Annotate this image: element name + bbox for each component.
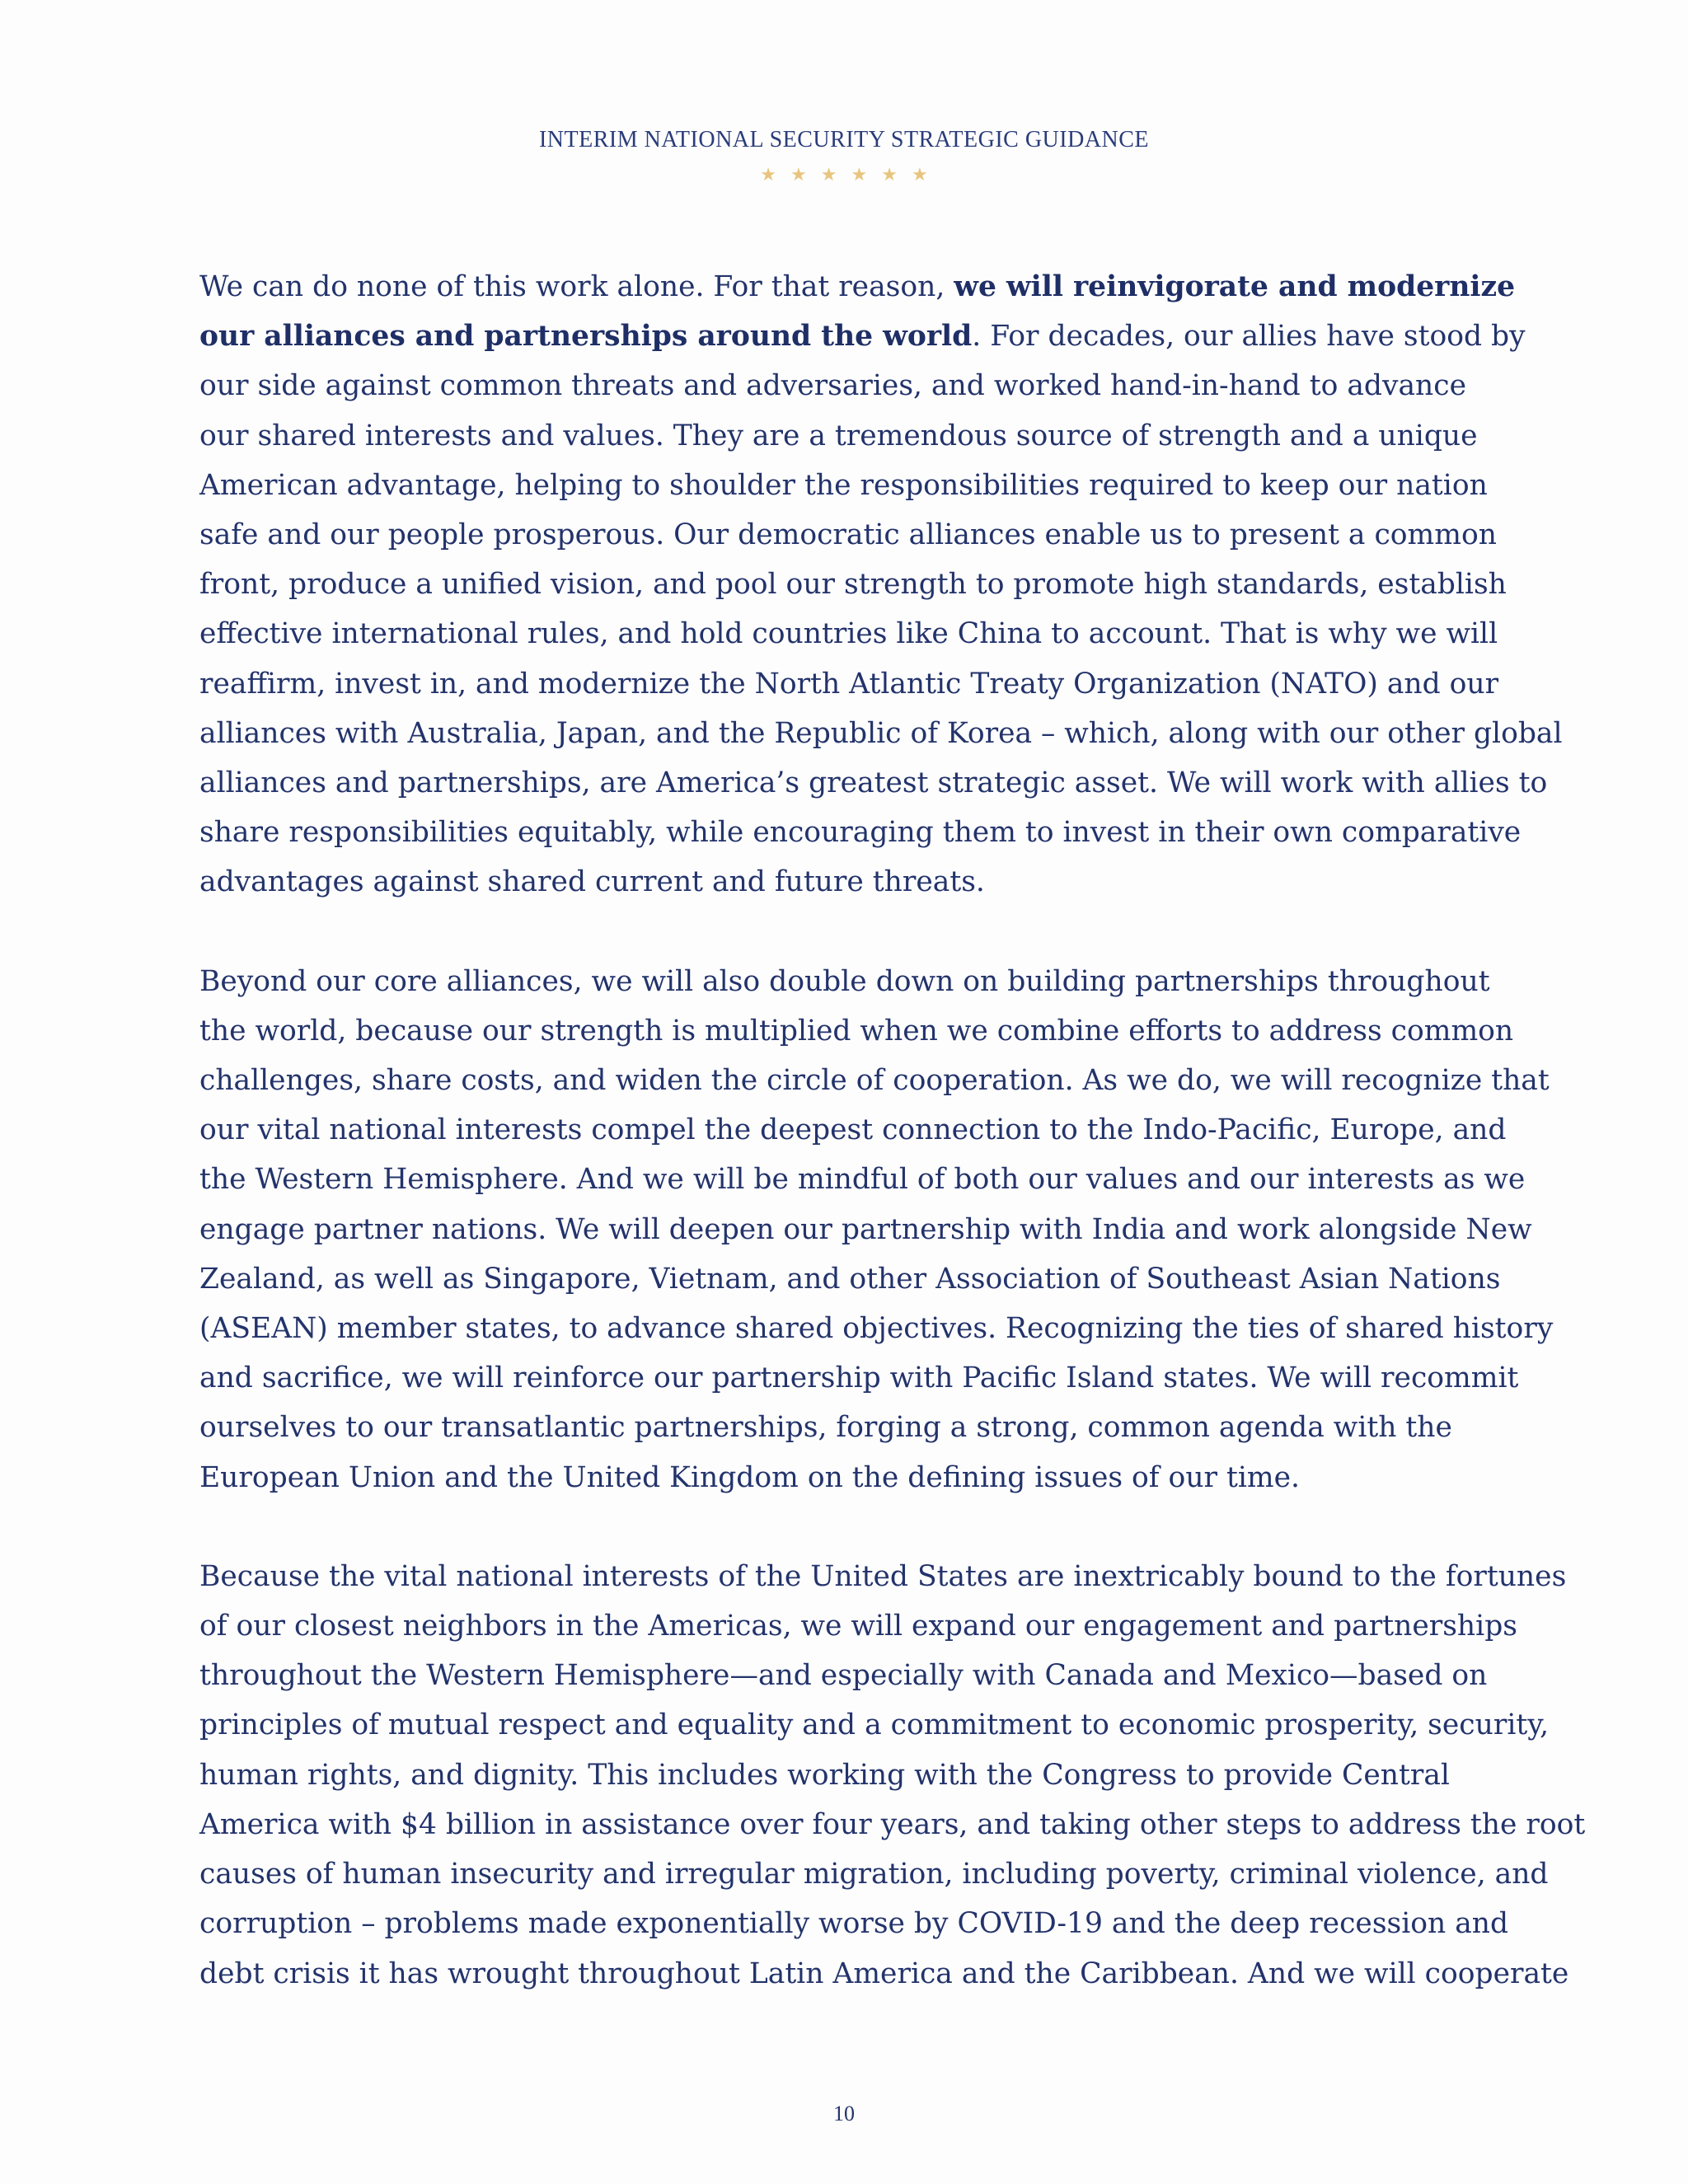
text-line <box>199 1849 1549 1899</box>
text-line <box>199 1205 1532 1254</box>
text-run: share responsibilities equitably, while encouraging them to invest in their own comparative <box>199 816 1522 850</box>
text-line <box>199 1552 1567 1601</box>
text-line <box>199 1006 1518 1056</box>
text-line <box>199 461 1518 510</box>
text-run: alliances and partnerships, are America’s greatest strategic asset. We will work with allies to <box>199 766 1548 800</box>
text-line <box>199 1899 1518 1948</box>
text-line <box>199 957 1518 1006</box>
text-run: America with $4 billion in assistance over four years, and taking other steps to address the root <box>199 1807 1586 1841</box>
text-run: We can do none of this work alone. For that reason, <box>199 270 954 303</box>
text-line <box>199 1254 1518 1304</box>
text-line <box>199 659 1518 709</box>
text-line <box>199 510 1518 560</box>
text-line <box>199 1056 1550 1105</box>
text-line <box>199 560 1518 609</box>
text-run: front, produce a unified vision, and pool our strength to promote high standards, establish <box>199 568 1507 602</box>
text-run: our side against common threats and adversaries, and worked hand-in-hand to advance <box>199 369 1466 403</box>
text-line <box>199 312 1526 361</box>
text-line <box>199 411 1518 461</box>
text-run: (ASEAN) member states, to advance shared objectives. Recognizing the ties of shared history <box>199 1312 1554 1346</box>
page-header <box>0 124 1688 188</box>
text-line <box>199 808 1522 857</box>
text-run: reaffirm, invest in, and modernize the North Atlantic Treaty Organization (NATO) and our <box>199 667 1499 701</box>
text-run: throughout the Western Hemisphere—and especially with Canada and Mexico—based on <box>199 1659 1488 1693</box>
text-run: American advantage, helping to shoulder the responsibilities required to keep our nation <box>199 468 1488 502</box>
page-number: 10 <box>833 2102 855 2125</box>
text-run: Because the vital national interests of the United States are inextricably bound to the fortunes <box>199 1559 1567 1593</box>
text-line <box>199 758 1548 808</box>
text-run: of our closest neighbors in the Americas, we will expand our engagement and partnerships <box>199 1610 1517 1643</box>
text-line <box>199 262 1518 312</box>
body-paragraph <box>199 262 1563 907</box>
text-line <box>199 857 1518 907</box>
text-line <box>199 361 1518 410</box>
text-line <box>199 1949 1569 1999</box>
document-title: INTERIM NATIONAL SECURITY STRATEGIC GUIDANCE <box>538 127 1150 152</box>
emphasized-text: our alliances and partnerships around the world <box>199 320 973 354</box>
text-line <box>199 1155 1526 1204</box>
text-run: advantages against shared current and future threats. <box>199 865 985 899</box>
text-run: European Union and the United Kingdom on the defining issues of our time. <box>199 1460 1300 1494</box>
text-run: safe and our people prosperous. Our democratic alliances enable us to present a common <box>199 518 1497 552</box>
body-paragraph <box>199 957 1554 1502</box>
star-icon: ★ <box>911 165 928 185</box>
text-run: ourselves to our transatlantic partnerships, forging a strong, common agenda with the <box>199 1411 1452 1445</box>
text-line <box>199 1700 1550 1750</box>
star-icon: ★ <box>820 165 837 185</box>
text-run: corruption – problems made exponentially worse by COVID-19 and the deep recession and <box>199 1907 1509 1941</box>
text-run: and sacrifice, we will reinforce our partnership with Pacific Island states. We will recommit <box>199 1361 1519 1395</box>
text-run: Beyond our core alliances, we will also double down on building partnerships throughout <box>199 964 1490 998</box>
text-run: challenges, share costs, and widen the circle of cooperation. As we do, we will recognize that <box>199 1064 1550 1098</box>
text-run: the world, because our strength is multiplied when we combine efforts to address common <box>199 1014 1514 1047</box>
text-line <box>199 1453 1518 1502</box>
text-line <box>199 1651 1518 1700</box>
text-line <box>199 709 1563 758</box>
text-line <box>199 1304 1554 1353</box>
body-paragraph <box>199 1552 1586 1999</box>
text-run: our vital national interests compel the deepest connection to the Indo-Pacific, Europe, and <box>199 1113 1507 1147</box>
star-icon: ★ <box>790 165 807 185</box>
text-run: engage partner nations. We will deepen our partnership with India and work alongside New <box>199 1212 1532 1246</box>
star-icon: ★ <box>760 165 777 185</box>
text-line <box>199 1800 1586 1849</box>
star-icon: ★ <box>851 165 868 185</box>
text-run: . For decades, our allies have stood by <box>972 320 1526 354</box>
text-run: our shared interests and values. They are a tremendous source of strength and a unique <box>199 419 1478 452</box>
text-line <box>199 1601 1518 1651</box>
text-run: principles of mutual respect and equality and a commitment to economic prosperity, security, <box>199 1708 1550 1742</box>
text-line <box>199 1750 1518 1800</box>
text-run: effective international rules, and hold countries like China to account. That is why we will <box>199 617 1498 651</box>
text-run: alliances with Australia, Japan, and the Republic of Korea – which, along with our other global <box>199 716 1563 750</box>
text-run: causes of human insecurity and irregular migration, including poverty, criminal violence, and <box>199 1858 1549 1891</box>
text-line <box>199 1403 1518 1452</box>
text-line <box>199 609 1518 658</box>
text-run: human rights, and dignity. This includes working with the Congress to provide Central <box>199 1758 1450 1792</box>
text-run: Zealand, as well as Singapore, Vietnam, and other Association of Southeast Asian Nations <box>199 1262 1501 1296</box>
body-text <box>199 262 1586 2048</box>
star-icon: ★ <box>881 165 898 185</box>
emphasized-text: we will reinvigorate and modernize <box>954 270 1516 303</box>
text-line <box>199 1105 1518 1155</box>
text-run: debt crisis it has wrought throughout Latin America and the Caribbean. And we will cooperate <box>199 1957 1569 1990</box>
text-run: the Western Hemisphere. And we will be mindful of both our values and our interests as we <box>199 1163 1526 1197</box>
text-line <box>199 1353 1518 1403</box>
star-divider <box>0 163 1688 188</box>
